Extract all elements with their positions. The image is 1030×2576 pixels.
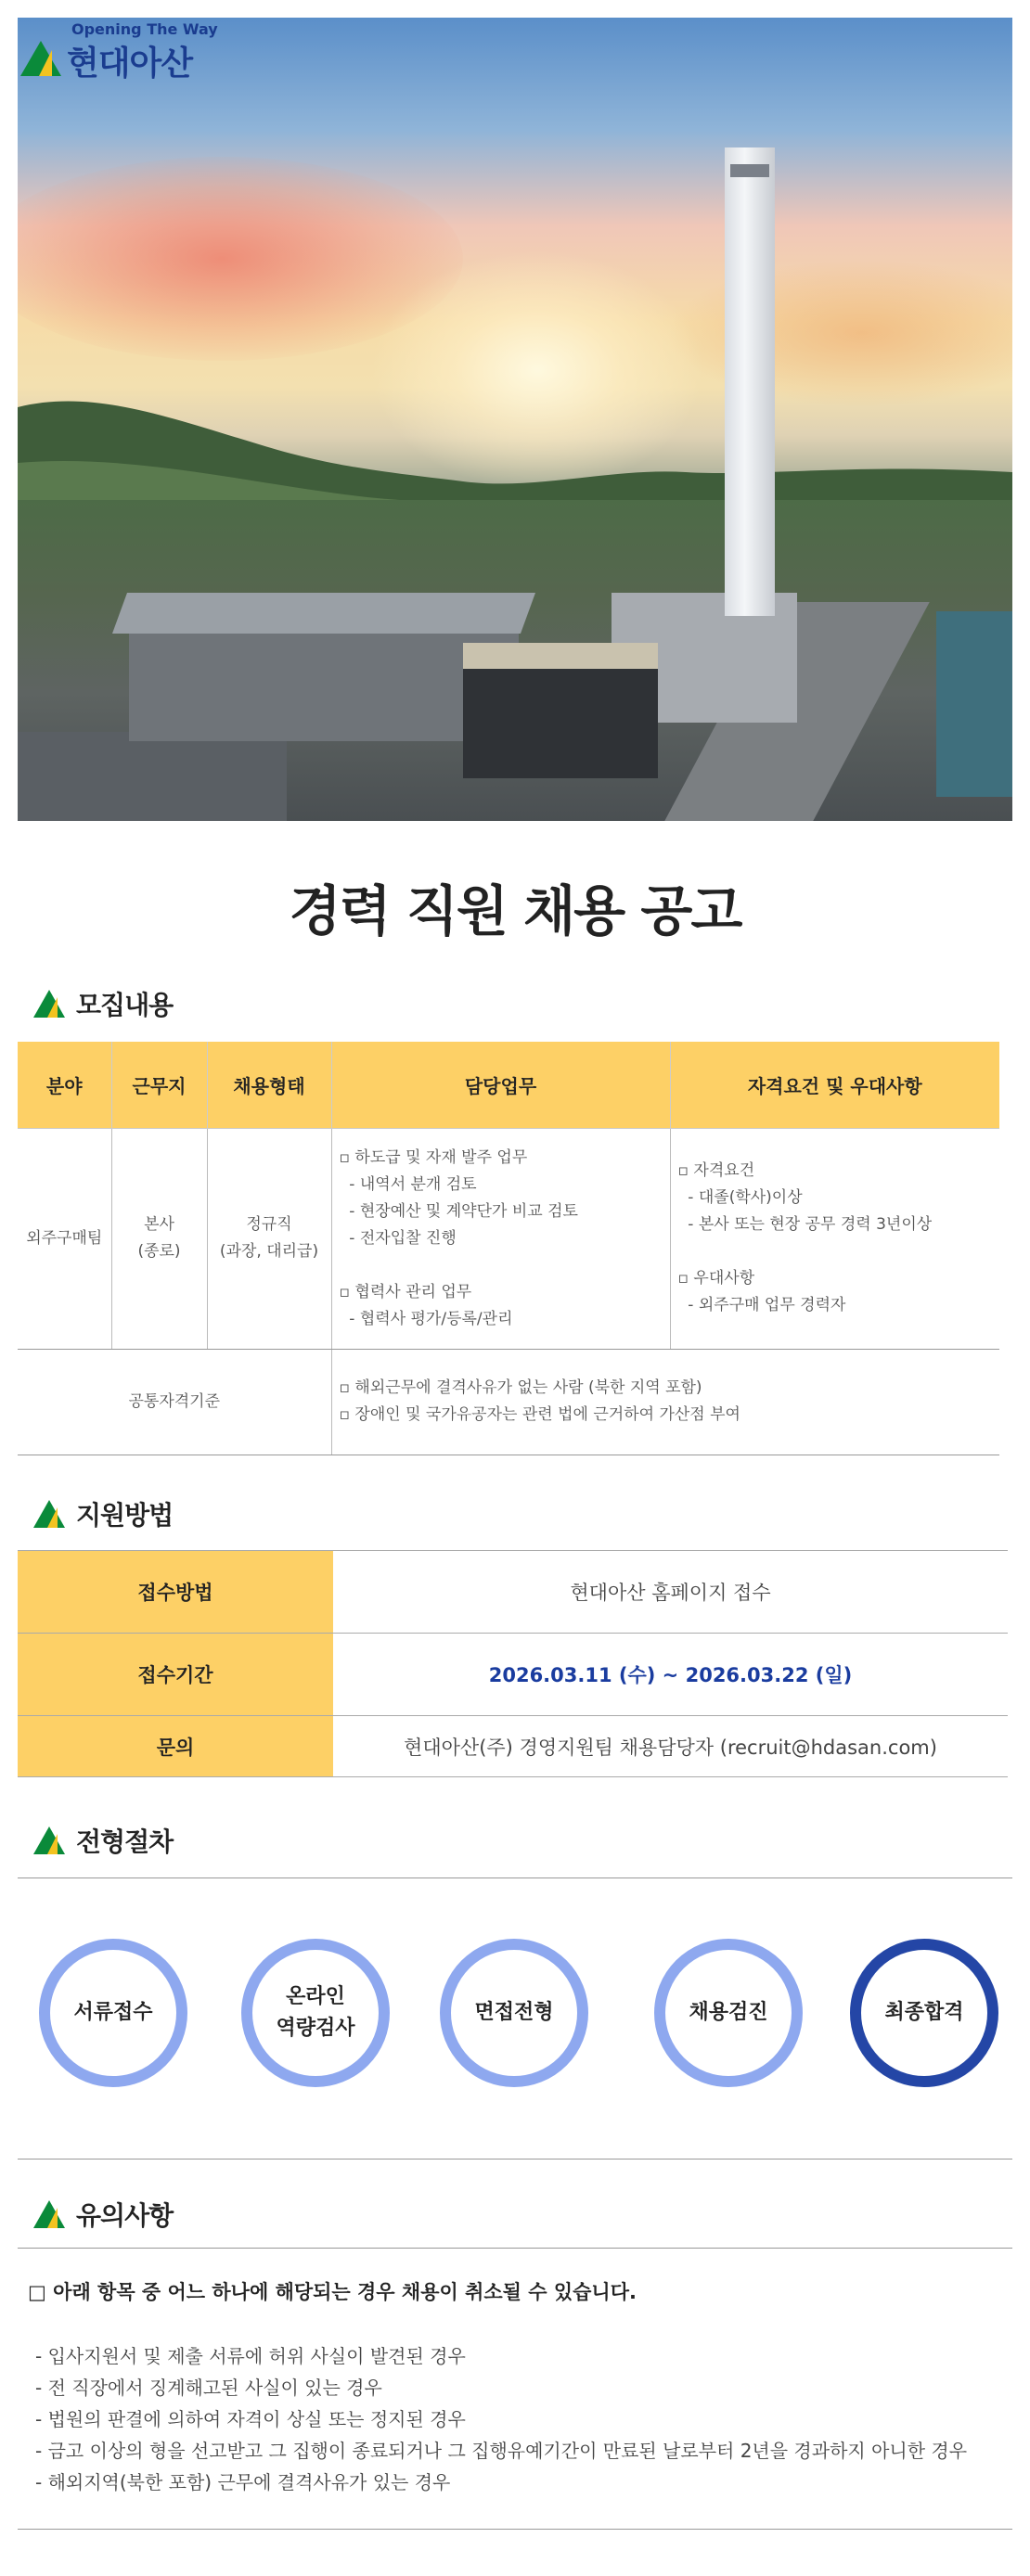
logo-name: 현대아산 [67, 45, 193, 83]
step-label: 최종합격 [884, 2001, 964, 2024]
notice-list [35, 2340, 967, 2498]
section-recruit-heading [33, 985, 173, 1022]
contact-label: 문의 [18, 1716, 333, 1777]
cell-common-items [331, 1349, 999, 1455]
list-item: - 입사지원서 및 제출 서류에 허위 사실이 발견된 경우 [35, 2345, 466, 2367]
common-item: ▫ 장애인 및 국가유공자는 관련 법에 근거하여 가산점 부여 [339, 1405, 740, 1424]
common-item: ▫ 해외근무에 결격사유가 없는 사람 (북한 지역 포함) [339, 1378, 702, 1397]
column-header: 채용형태 [207, 1042, 331, 1128]
step-label: 온라인 [286, 1985, 345, 2008]
hero-tower [725, 147, 775, 616]
table-row [18, 1128, 999, 1349]
qualification-line: ▫ 우대사항 [677, 1269, 755, 1288]
duty-line [340, 1252, 670, 1279]
location-line: 본사 [144, 1215, 174, 1234]
type-line: 정규직 [246, 1215, 292, 1234]
recruit-table [18, 1042, 999, 1455]
contact-value: 현대아산(주) 경영지원팀 채용담당자 (recruit@hdasan.com) [333, 1716, 1008, 1777]
type-line: (과장, 대리급) [219, 1242, 319, 1261]
table-row [18, 1349, 999, 1455]
list-item: - 해외지역(북한 포함) 근무에 결격사유가 있는 경우 [35, 2471, 451, 2493]
duty-line: ▫ 협력사 관리 업무 [339, 1282, 472, 1301]
method-label: 접수방법 [18, 1551, 333, 1634]
section-triangle-icon [33, 1500, 65, 1528]
duty-line: - 전자입찰 진행 [339, 1228, 457, 1248]
period-value: 2026.03.11 (수) ~ 2026.03.22 (일) [333, 1634, 1008, 1716]
method-value: 현대아산 홈페이지 접수 [333, 1551, 1008, 1634]
duty-line: ▫ 하도급 및 자재 발주 업무 [339, 1147, 528, 1167]
section-triangle-icon [33, 1826, 65, 1854]
hero-building [129, 630, 519, 741]
logo-tagline: Opening The Way [71, 20, 218, 38]
qualification-line: - 외주구매 업무 경력자 [677, 1296, 846, 1314]
qualification-line [678, 1238, 1000, 1265]
column-header: 분야 [18, 1042, 111, 1128]
process-step-interview [440, 1939, 588, 2087]
duty-line: - 현장예산 및 계약단가 비교 검토 [339, 1201, 578, 1221]
cell-type [207, 1128, 331, 1349]
list-item: - 금고 이상의 형을 선고받고 그 집행이 종료되거나 그 집행유예기간이 만료된 날로부터 2년을 경과하지 아니한 경우 [35, 2440, 968, 2462]
divider [18, 2529, 1012, 2530]
location-line: (종로) [137, 1242, 181, 1261]
section-title: 지원방법 [76, 1500, 174, 1531]
table-row [18, 1634, 1008, 1716]
list-item: - 법원의 판결에 의하여 자격이 상실 또는 정지된 경우 [35, 2408, 466, 2430]
page-title: 경력 직원 채용 공고 [289, 879, 741, 942]
brand-logo [20, 20, 252, 85]
step-label: 역량검사 [276, 2017, 355, 2040]
cell-field: 외주구매팀 [18, 1128, 111, 1349]
cell-duties [331, 1128, 670, 1349]
divider [18, 2248, 1012, 2249]
list-item: - 전 직장에서 징계해고된 사실이 있는 경우 [35, 2377, 382, 2399]
qualification-line: - 본사 또는 현장 공무 경력 3년이상 [677, 1215, 933, 1234]
process-step-medical [654, 1939, 803, 2087]
qualification-line: ▫ 자격요건 [677, 1161, 755, 1180]
duty-line: - 내역서 분개 검토 [339, 1174, 477, 1194]
section-title: 전형절차 [76, 1826, 174, 1857]
logo-triangle-icon [20, 41, 61, 76]
process-step-final [850, 1939, 998, 2087]
column-header: 자격요건 및 우대사항 [670, 1042, 999, 1128]
period-label: 접수기간 [18, 1634, 333, 1716]
hero-building [463, 667, 658, 778]
notice-lead: □ 아래 항목 중 어느 하나에 해당되는 경우 채용이 취소될 수 있습니다. [28, 2281, 637, 2303]
section-triangle-icon [33, 2200, 65, 2228]
cell-location [111, 1128, 207, 1349]
section-title: 유의사항 [76, 2200, 174, 2231]
qualification-line: - 대졸(학사)이상 [677, 1188, 803, 1207]
process-step-online-test [241, 1939, 390, 2087]
column-header: 담당업무 [331, 1042, 670, 1128]
process-step-document [39, 1939, 187, 2087]
step-label: 서류접수 [73, 2001, 153, 2024]
section-process-heading [33, 1822, 173, 1859]
section-notice-heading [33, 2196, 173, 2233]
step-label: 채용검진 [689, 2001, 768, 2024]
section-apply-heading [33, 1495, 173, 1532]
hero-building [18, 732, 287, 821]
step-label: 면접전형 [474, 2001, 554, 2024]
column-header: 근무지 [111, 1042, 207, 1128]
apply-table [18, 1550, 1008, 1777]
hero-photo [18, 18, 1012, 821]
table-row [18, 1551, 1008, 1634]
table-header-row [18, 1042, 999, 1128]
hero-building [936, 611, 1012, 797]
cell-common-label: 공통자격기준 [18, 1349, 331, 1455]
section-title: 모집내용 [76, 990, 174, 1020]
section-triangle-icon [33, 990, 65, 1018]
cell-qualifications [670, 1128, 999, 1349]
duty-line: - 협력사 평가/등록/관리 [339, 1309, 513, 1328]
table-row [18, 1716, 1008, 1777]
